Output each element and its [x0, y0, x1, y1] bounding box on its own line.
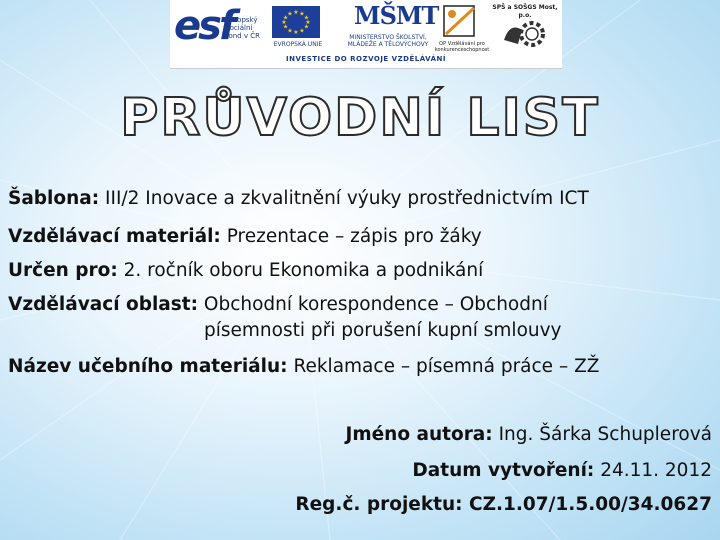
- author-label: Jméno autora:: [345, 424, 493, 445]
- svg-text:★: ★: [281, 19, 287, 26]
- date-label: Datum vytvoření:: [412, 460, 595, 481]
- svg-text:★: ★: [305, 19, 311, 26]
- msmt-logo: [342, 1, 439, 54]
- svg-text:★: ★: [299, 10, 305, 18]
- esf-logo-mark: esf: [174, 3, 234, 49]
- field-label: Vzdělávací materiál:: [8, 226, 221, 247]
- field-vzdelavaci-oblast: [8, 294, 548, 315]
- field-label: Šablona:: [8, 188, 100, 209]
- field-vzdelavaci-oblast-continuation: písemnosti při porušení kupní smlouvy: [204, 320, 562, 341]
- msmt-logo-mark: MŠMT: [354, 1, 439, 30]
- op-vk-logo-text: OP Vzdělávání pro konkurenceschopnost: [434, 41, 490, 53]
- field-label: Určen pro:: [8, 260, 118, 281]
- field-label: Název učebního materiálu:: [8, 356, 288, 377]
- esf-logo: [174, 4, 266, 54]
- field-nazev-materialu: [8, 356, 599, 377]
- date-line: [412, 460, 712, 481]
- eu-flag-icon: [272, 6, 320, 38]
- field-value: Obchodní korespondence – Obchodní: [198, 294, 548, 315]
- eu-logo: [268, 4, 326, 54]
- field-label: Vzdělávací oblast:: [8, 294, 199, 315]
- field-vzdelavaci-material: [8, 226, 482, 247]
- page-title: PRŮVODNÍ LIST: [120, 88, 600, 148]
- school-logo: [490, 4, 560, 54]
- author-value: Ing. Šárka Schuplerová: [492, 424, 712, 445]
- logo-banner: [170, 0, 562, 69]
- svg-text:★: ★: [287, 27, 293, 35]
- author-line: [345, 424, 712, 445]
- svg-text:★: ★: [299, 27, 305, 35]
- svg-text:★: ★: [303, 23, 310, 31]
- field-value: Reklamace – písemná práce – ZŽ: [287, 356, 600, 377]
- svg-text:★: ★: [293, 29, 299, 36]
- svg-text:★: ★: [287, 10, 293, 18]
- banner-footer-text: INVESTICE DO ROZVOJE VZDĚLÁVÁNÍ: [286, 55, 446, 63]
- svg-text:★: ★: [282, 23, 289, 31]
- date-value: 24.11. 2012: [594, 460, 712, 481]
- op-vk-logo: [434, 4, 490, 54]
- field-value: 2. ročník oboru Ekonomika a podnikání: [117, 260, 484, 281]
- svg-text:★: ★: [282, 14, 289, 22]
- svg-text:★: ★: [303, 14, 310, 22]
- school-logo-text: SPŠ a SOŠGS Most, p.o.: [492, 4, 558, 19]
- school-gear-icon: [496, 16, 556, 52]
- field-value: Prezentace – zápis pro žáky: [220, 226, 482, 247]
- field-sablona: [8, 188, 589, 209]
- esf-logo-text: evropský sociální fond v ČR: [226, 16, 260, 40]
- project-registration: Reg.č. projektu: CZ.1.07/1.5.00/34.0627: [295, 494, 712, 515]
- op-vk-icon: [440, 4, 480, 40]
- svg-text:★: ★: [293, 9, 299, 16]
- eu-logo-text: EVROPSKÁ UNIE: [273, 41, 323, 48]
- field-value: III/2 Inovace a zkvalitnění výuky prostřednictvím ICT: [99, 188, 589, 209]
- msmt-logo-text: MINISTERSTVO ŠKOLSTVÍ, MLÁDEŽE A TĚLOVÝCHOVY: [347, 34, 429, 48]
- field-urcen-pro: [8, 260, 483, 281]
